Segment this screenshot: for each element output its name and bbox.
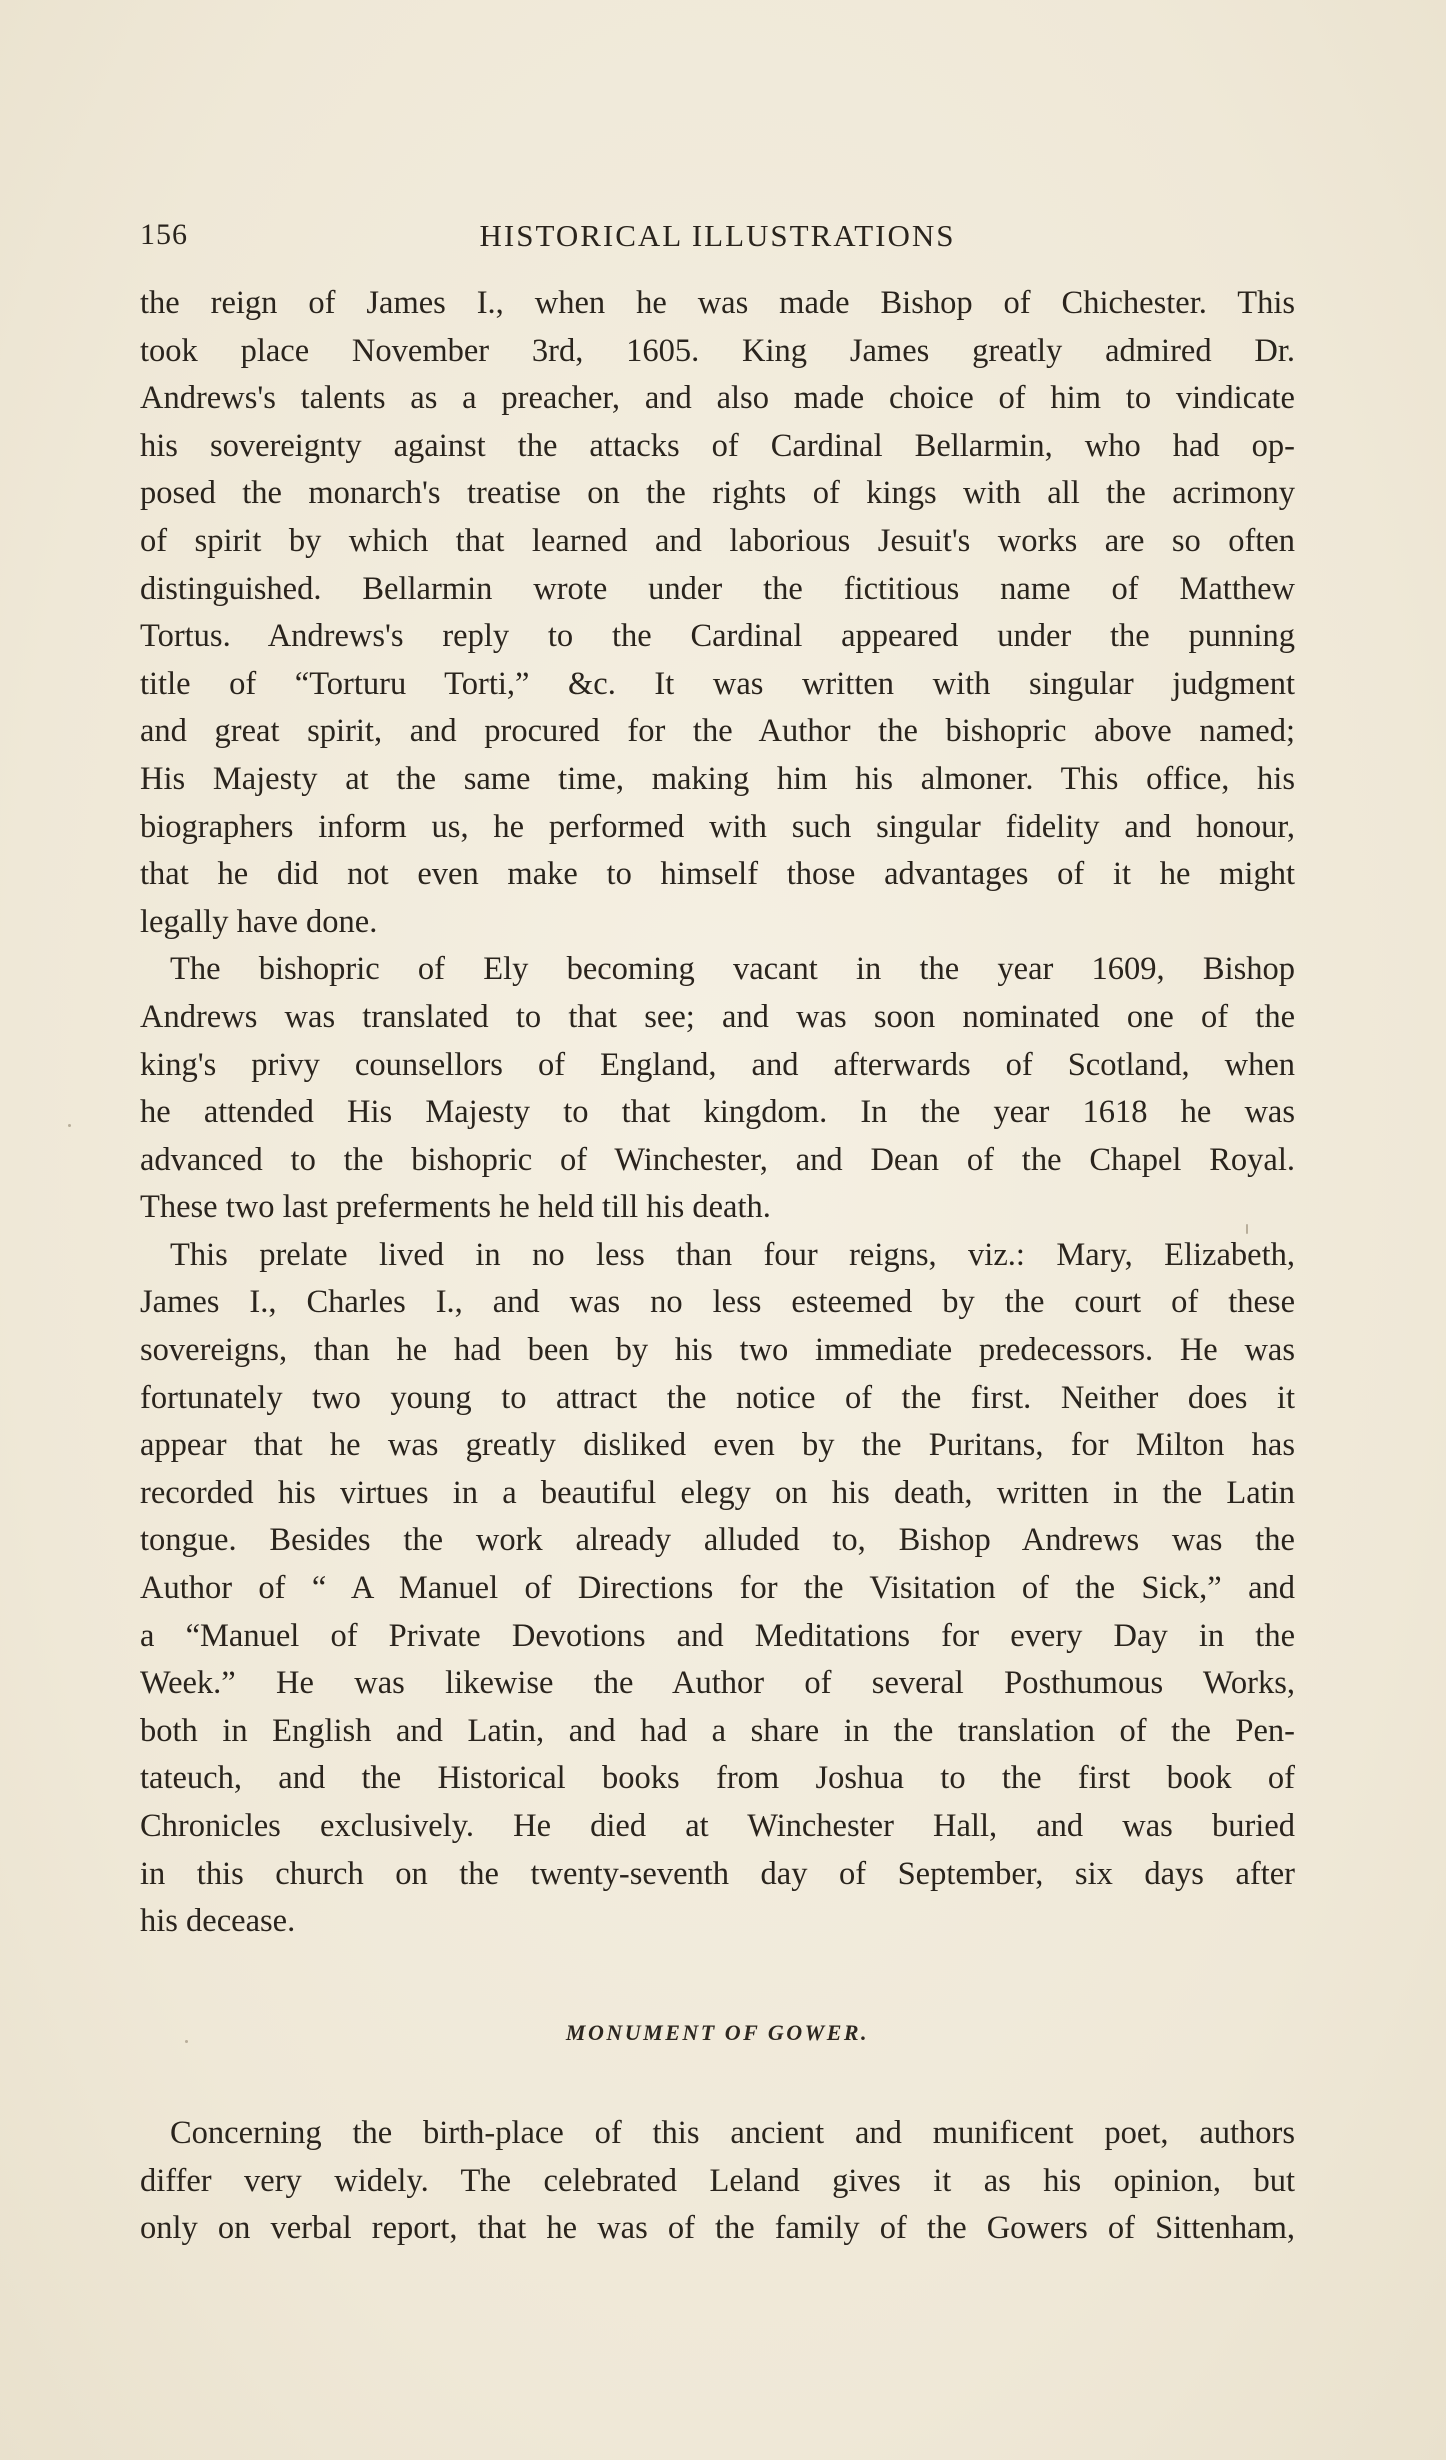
text-line: Author of “ A Manuel of Directions for the Visitation of the Sick,” and — [140, 1570, 1295, 1607]
text-line: posed the monarch's treatise on the rights of kings with all the acrimony — [140, 475, 1295, 512]
text-line: his decease. — [140, 1903, 296, 1940]
paragraph — [140, 280, 1295, 946]
text-line: The bishopric of Ely becoming vacant in the year 1609, Bishop — [170, 951, 1295, 988]
section-heading: MONUMENT OF GOWER. — [565, 2020, 870, 2045]
text-line: tongue. Besides the work already alluded to, Bishop Andrews was the — [140, 1522, 1295, 1559]
text-line: tateuch, and the Historical books from Joshua to the first book of — [140, 1760, 1295, 1797]
text-line: sovereigns, than he had been by his two immediate predecessors. He was — [140, 1332, 1295, 1369]
text-line: fortunately two young to attract the notice of the first. Neither does it — [140, 1379, 1295, 1416]
page-number: 156 — [140, 218, 188, 251]
running-head — [140, 218, 1295, 262]
text-line: he attended His Majesty to that kingdom. In the year 1618 he was — [140, 1094, 1295, 1131]
text-line: His Majesty at the same time, making him his almoner. This office, his — [140, 760, 1295, 797]
text-line: the reign of James I., when he was made Bishop of Chichester. This — [140, 285, 1295, 321]
text-line: Andrews was translated to that see; and was soon nominated one of the — [140, 998, 1295, 1035]
text-line: took place November 3rd, 1605. King James greatly admired Dr. — [140, 332, 1295, 369]
text-line: recorded his virtues in a beautiful elegy on his death, written in the Latin — [140, 1474, 1295, 1511]
text-line: Chronicles exclusively. He died at Winchester Hall, and was buried — [140, 1808, 1295, 1844]
text-line: only on verbal report, that he was of the family of the Gowers of Sittenham, — [140, 2210, 1295, 2247]
paragraph — [140, 2110, 1295, 2253]
text-line: legally have done. — [140, 903, 378, 940]
text-line: a “Manuel of Private Devotions and Meditations for every Day in the — [140, 1617, 1295, 1654]
text-line: and great spirit, and procured for the Author the bishopric above named; — [140, 713, 1295, 750]
text-line: Tortus. Andrews's reply to the Cardinal appeared under the punning — [140, 618, 1295, 655]
text-line: title of “Torturu Torti,” &c. It was written with singular judgment — [140, 665, 1295, 702]
section-body-text — [140, 2110, 1295, 2253]
text-line: biographers inform us, he performed with such singular fidelity and honour, — [140, 808, 1295, 845]
text-line: Week.” He was likewise the Author of several Posthumous Works, — [140, 1665, 1295, 1702]
text-line: distinguished. Bellarmin wrote under the fictitious name of Matthew — [140, 570, 1295, 607]
text-line: These two last preferments he held till his death. — [140, 1189, 771, 1226]
text-line: Concerning the birth-place of this ancient and munificent poet, authors — [170, 2115, 1295, 2151]
text-line: advanced to the bishopric of Winchester, and Dean of the Chapel Royal. — [140, 1141, 1295, 1178]
text-line: appear that he was greatly disliked even by the Puritans, for Milton has — [140, 1427, 1295, 1464]
text-line: differ very widely. The celebrated Leland gives it as his opinion, but — [140, 2162, 1295, 2199]
text-line: of spirit by which that learned and laborious Jesuit's works are so often — [140, 522, 1295, 559]
running-title: HISTORICAL ILLUSTRATIONS — [479, 218, 956, 253]
text-line: Andrews's talents as a preacher, and also made choice of him to vindicate — [140, 380, 1295, 417]
text-line: both in English and Latin, and had a share in the translation of the Pen- — [140, 1712, 1295, 1749]
paper-speck — [1246, 1224, 1248, 1234]
text-line: king's privy counsellors of England, and afterwards of Scotland, when — [140, 1046, 1295, 1083]
text-line: his sovereignty against the attacks of Cardinal Bellarmin, who had op- — [140, 427, 1295, 464]
text-line: in this church on the twenty-seventh day of September, six days after — [140, 1855, 1295, 1892]
paragraph — [140, 1232, 1295, 1946]
body-text — [140, 280, 1295, 1946]
paper-speck — [68, 1124, 71, 1127]
text-line: James I., Charles I., and was no less esteemed by the court of these — [140, 1284, 1295, 1321]
paragraph — [140, 946, 1295, 1232]
text-line: This prelate lived in no less than four reigns, viz.: Mary, Elizabeth, — [170, 1236, 1295, 1273]
text-line: that he did not even make to himself those advantages of it he might — [140, 856, 1295, 893]
paper-speck — [185, 2040, 188, 2043]
